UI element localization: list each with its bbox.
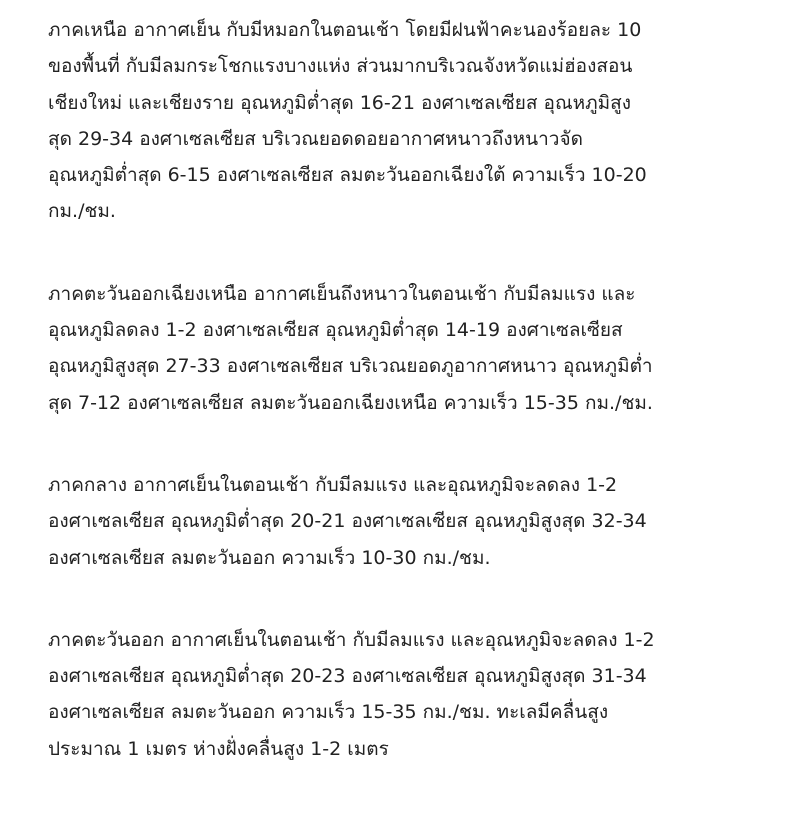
text-line: องศาเซลเซียส ลมตะวันออก ความเร็ว 10-30 กม./ชม. <box>48 546 491 569</box>
paragraph-northeast-region <box>48 276 778 421</box>
paragraph-east-region <box>48 622 778 767</box>
text-line: อุณหภูมิต่ำสุด 6-15 องศาเซลเซียส ลมตะวันออกเฉียงใต้ ความเร็ว 10-20 <box>48 164 647 187</box>
text-line: องศาเซลเซียส อุณหภูมิต่ำสุด 20-21 องศาเซลเซียส อุณหภูมิสูงสุด 32-34 <box>48 510 647 533</box>
text-line: สุด 7-12 องศาเซลเซียส ลมตะวันออกเฉียงเหนือ ความเร็ว 15-35 กม./ชม. <box>48 391 653 414</box>
text-line: เชียงใหม่ และเชียงราย อุณหภูมิต่ำสุด 16-21 องศาเซลเซียส อุณหภูมิสูง <box>48 91 632 114</box>
text-line: ภาคเหนือ อากาศเย็น กับมีหมอกในตอนเช้า โดยมีฝนฟ้าคะนองร้อยละ 10 <box>48 19 642 41</box>
text-line: ประมาณ 1 เมตร ห่างฝั่งคลื่นสูง 1-2 เมตร <box>48 737 389 760</box>
paragraph-north-region <box>48 12 778 230</box>
text-line: ภาคตะวันออก อากาศเย็นในตอนเช้า กับมีลมแรง และอุณหภูมิจะลดลง 1-2 <box>48 628 655 651</box>
text-line: ภาคกลาง อากาศเย็นในตอนเช้า กับมีลมแรง และอุณหภูมิจะลดลง 1-2 <box>48 473 618 496</box>
text-line: อุณหภูมิสูงสุด 27-33 องศาเซลเซียส บริเวณยอดภูอากาศหนาว อุณหภูมิต่ำ <box>48 355 653 378</box>
text-line: ของพื้นที่ กับมีลมกระโชกแรงบางแห่ง ส่วนมากบริเวณจังหวัดแม่ฮ่องสอน <box>48 55 633 78</box>
text-line: องศาเซลเซียส อุณหภูมิต่ำสุด 20-23 องศาเซลเซียส อุณหภูมิสูงสุด 31-34 <box>48 665 647 688</box>
text-line: องศาเซลเซียส ลมตะวันออก ความเร็ว 15-35 กม./ชม. ทะเลมีคลื่นสูง <box>48 701 609 724</box>
text-line: สุด 29-34 องศาเซลเซียส บริเวณยอดดอยอากาศหนาวถึงหนาวจัด <box>48 127 583 150</box>
text-line: กม./ชม. <box>48 200 116 223</box>
weather-forecast-article <box>48 12 778 813</box>
text-line: อุณหภูมิลดลง 1-2 องศาเซลเซียส อุณหภูมิต่ำสุด 14-19 องศาเซลเซียส <box>48 319 623 342</box>
text-line: ภาคตะวันออกเฉียงเหนือ อากาศเย็นถึงหนาวในตอนเช้า กับมีลมแรง และ <box>48 282 636 305</box>
paragraph-central-region <box>48 467 778 576</box>
